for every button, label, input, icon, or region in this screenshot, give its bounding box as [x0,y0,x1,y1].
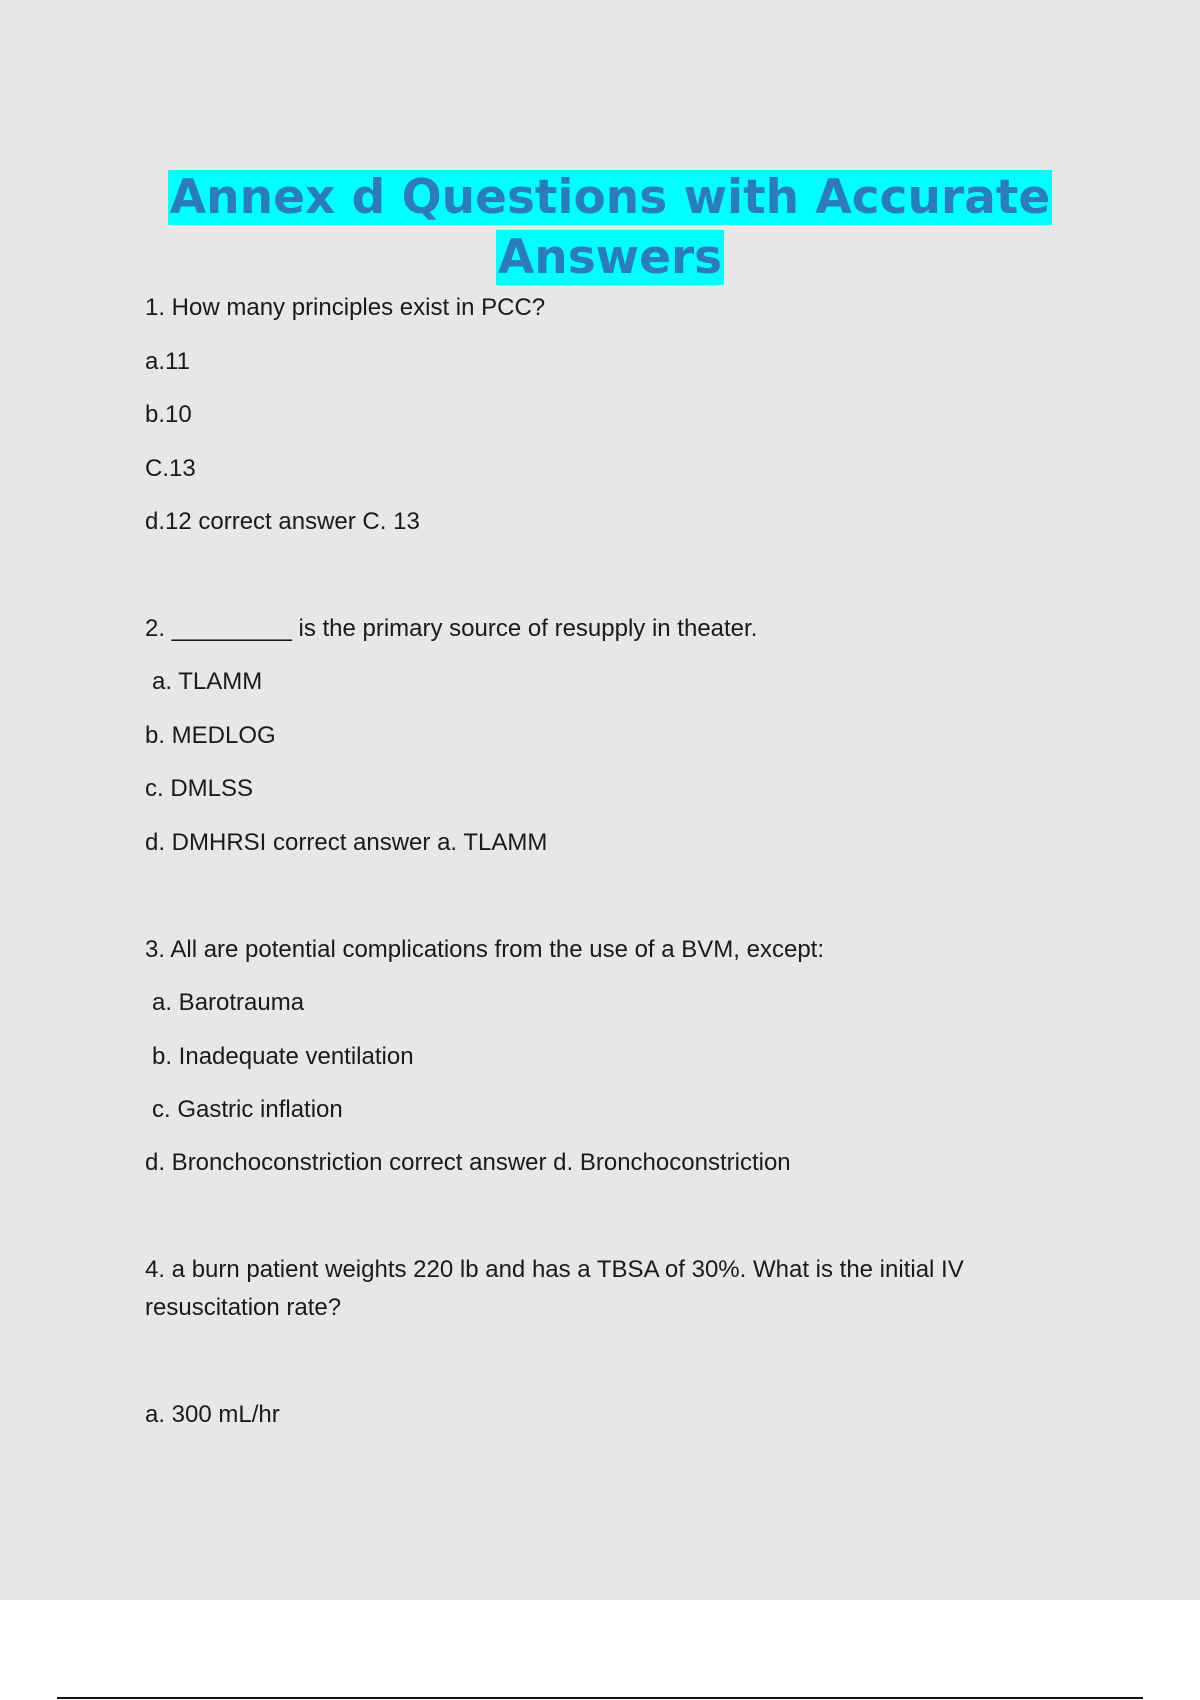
question-3-option-b: b. Inadequate ventilation [152,1043,414,1070]
document-title-text: Annex d Questions with Accurate Answers [169,170,1051,285]
question-3-option-a: a. Barotrauma [152,989,305,1016]
question-1-option-b: b.10 [145,401,192,428]
question-4-text: 4. a burn patient weights 220 lb and has a TBSA of 30%. What is the initial IV resuscitation rate? [145,1256,964,1321]
question-2-option-b: b. MEDLOG [145,722,276,749]
question-4-option-a: a. 300 mL/hr [145,1401,280,1428]
question-2-option-d: d. DMHRSI correct answer a. TLAMM [145,829,548,856]
question-3-option-c: c. Gastric inflation [152,1096,343,1123]
question-2-text: 2. _________ is the primary source of resupply in theater. [145,615,758,642]
question-3-option-d: d. Bronchoconstriction correct answer d. Bronchoconstriction [145,1149,791,1176]
question-1-option-c: C.13 [145,455,196,482]
question-1-option-a: a.11 [145,348,190,375]
footer-divider [57,1697,1143,1699]
question-2-option-c: c. DMLSS [145,775,254,802]
question-1-option-d: d.12 correct answer C. 13 [145,508,420,535]
document-title [145,168,1075,288]
question-2-option-a: a. TLAMM [152,668,263,695]
question-3-text: 3. All are potential complications from the use of a BVM, except: [145,936,825,963]
question-1-text: 1. How many principles exist in PCC? [145,294,546,321]
